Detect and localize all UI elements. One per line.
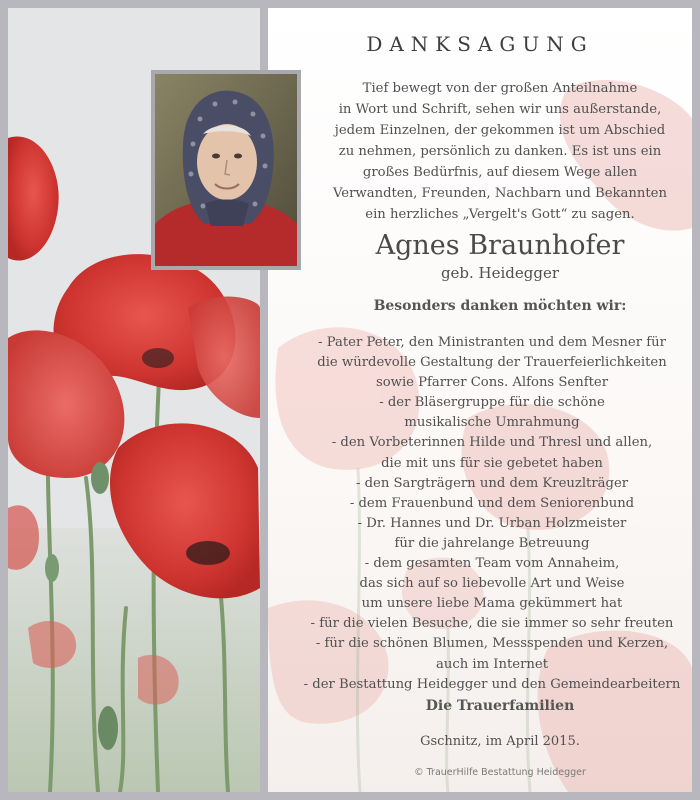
thanks-line: auch im Internet xyxy=(435,656,549,672)
thanks-line: - dem Frauenbund und dem Seniorenbund xyxy=(349,495,635,511)
thanks-line: - dem gesamten Team vom Annaheim, xyxy=(364,556,620,572)
thanks-line: - für die vielen Besuche, die sie immer so sehr freuten xyxy=(310,616,674,632)
thanks-line: die mit uns für sie gebetet haben xyxy=(381,455,603,471)
page-title: DANKSAGUNG xyxy=(366,32,594,56)
intro-line: Verwandten, Freunden, Nachbarn und Bekannten xyxy=(333,186,667,201)
thanks-heading: Besonders danken möchten wir: xyxy=(373,298,627,314)
thanks-line: - den Sargträgern und dem Kreuzlträger xyxy=(355,475,629,491)
intro-line: in Wort und Schrift, sehen wir uns außerstande, xyxy=(338,102,662,117)
intro-line: zu nehmen, persönlich zu danken. Es ist uns ein xyxy=(338,144,662,159)
portrait-photo-frame xyxy=(151,70,301,270)
thanks-line: die würdevolle Gestaltung der Trauerfeierlichkeiten xyxy=(317,355,667,371)
intro-line: großes Bedürfnis, auf diesem Wege allen xyxy=(362,165,638,180)
thanks-line: - für die schönen Blumen, Messspenden und Kerzen, xyxy=(315,636,669,652)
intro-paragraph xyxy=(305,78,695,225)
thanks-list xyxy=(282,333,700,695)
thanks-line: - Dr. Hannes und Dr. Urban Holzmeister xyxy=(357,515,627,531)
portrait-image xyxy=(155,74,297,266)
thanks-line: musikalische Umrahmung xyxy=(404,415,580,431)
deceased-name: Agnes Braunhofer xyxy=(375,230,625,261)
signature: Die Trauerfamilien xyxy=(425,698,575,714)
thanks-line: um unsere liebe Mama gekümmert hat xyxy=(361,596,623,612)
thanks-line: - der Bläsergruppe für die schöne xyxy=(379,395,605,411)
thanks-line: für die jahrelange Betreuung xyxy=(394,535,590,551)
place-date: Gschnitz, im April 2015. xyxy=(420,734,580,749)
thanks-line: sowie Pfarrer Cons. Alfons Senfter xyxy=(375,375,609,391)
thanks-line: - Pater Peter, den Ministranten und dem Mesner für xyxy=(318,335,666,350)
copyright-notice: © TrauerHilfe Bestattung Heidegger xyxy=(414,767,586,778)
maiden-name: geb. Heidegger xyxy=(440,264,560,282)
thanks-line: - der Bestattung Heidegger und den Gemeindearbeitern xyxy=(303,676,681,692)
portrait-photo xyxy=(155,74,297,266)
intro-line: Tief bewegt von der großen Anteilnahme xyxy=(362,81,638,96)
intro-line: ein herzliches „Vergelt's Gott“ zu sagen. xyxy=(365,207,635,222)
thanks-line: das sich auf so liebevolle Art und Weise xyxy=(359,576,625,592)
thanks-line: - den Vorbeterinnen Hilde und Thresl und allen, xyxy=(331,435,653,451)
intro-line: jedem Einzelnen, der gekommen ist um Abschied xyxy=(334,123,666,138)
